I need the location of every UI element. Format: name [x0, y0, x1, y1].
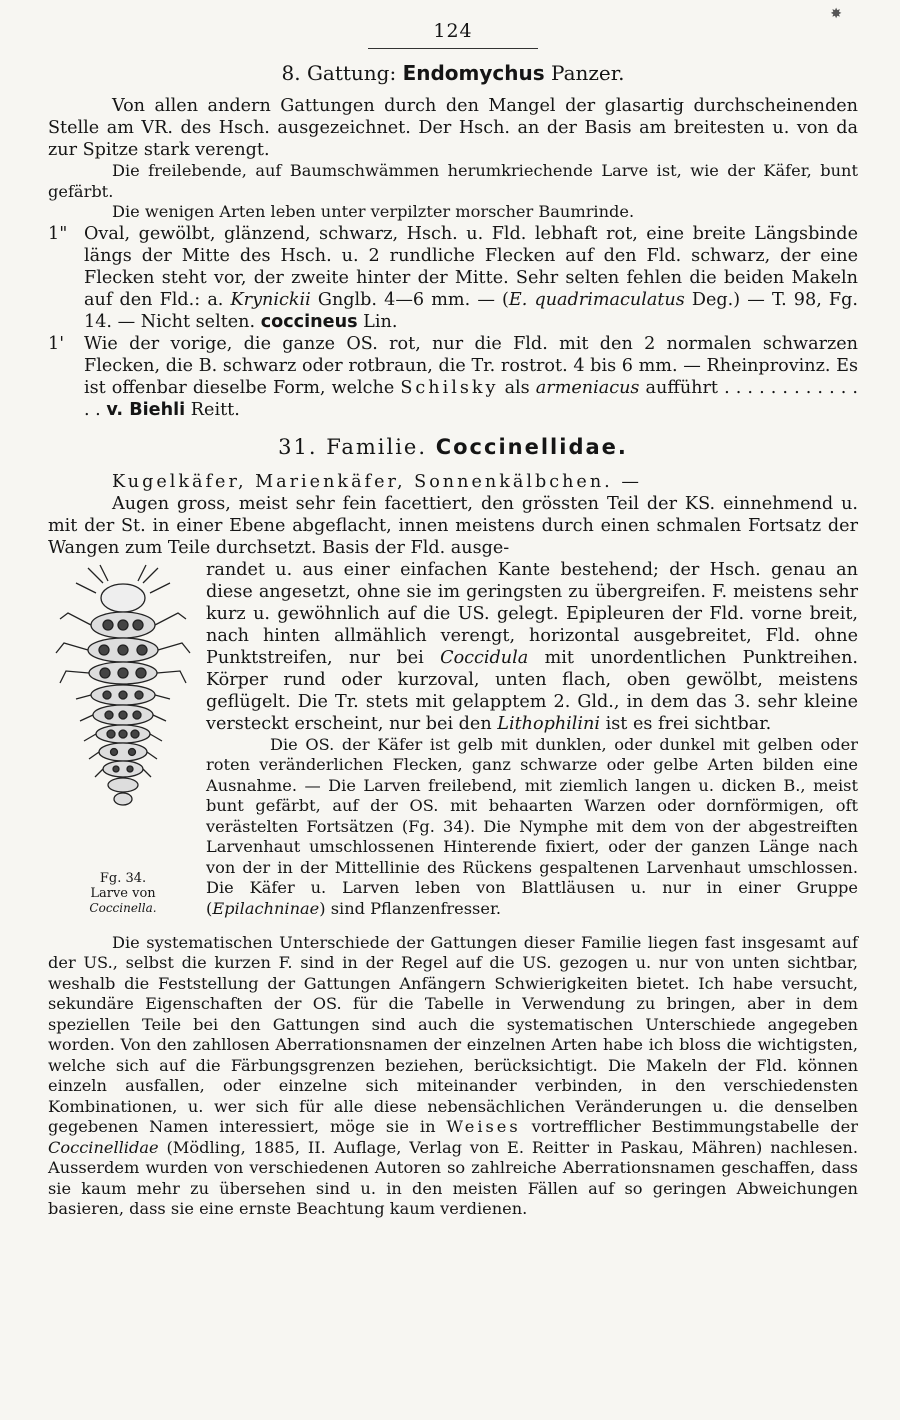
description-fig-c: ist es frei sichtbar. — [605, 713, 772, 734]
key1-text-a: Oval, gewölbt, glänzend, schwarz, Hsch. u. Fld. lebhaft rot, eine breite Längsbinde längs der Mitte des Hsch. u. 2 rundliche Flecken auf den Fld. schwarz, der eine Flecken steht vor, der zweite hinter der Mitte. Sehr selten fehlen die beiden Makeln auf den Fld.: a. — [84, 223, 858, 310]
genus-larva: Die freilebende, auf Baumschwämmen herumkriechende Larve ist, wie der Käfer, bunt gefärbt. — [48, 161, 858, 201]
systematics-paragraph — [48, 933, 858, 1220]
lithophilini-name: Lithophilini — [497, 713, 601, 734]
figure-larva — [48, 563, 198, 933]
coccinellidae-name: Coccinellidae — [48, 1137, 159, 1157]
genus-heading — [48, 61, 858, 85]
genus-intro: Von allen andern Gattungen durch den Mangel der glasartig durchscheinenden Stelle am VR. des Hsch. ausgezeichnet. Der Hsch. an der Basis am breitesten u. von da zur Spitze stark verengt. — [48, 96, 858, 160]
description-fig-a: randet u. aus einer einfachen Kante bestehend; der Hsch. genau an diese angesetzt, ohne sie im geringsten zu übergreifen. F. meistens sehr kurz u. gewöhnlich auf die US. gelegt. Epipleuren der Fld. vorne breit, nach hinten allmählich verengt, horizontal ausgebreitet, Fld. ohne Punktstreifen, nur bei — [206, 559, 858, 668]
key-entry-1 — [48, 223, 858, 333]
epilachninae-name: Epilachninae — [212, 898, 320, 918]
key1-species-author: Lin. — [363, 311, 398, 332]
key-number-1: 1" — [48, 223, 68, 244]
figure-label: Fg. 34. — [99, 870, 147, 886]
page — [48, 20, 858, 1220]
common-names: Kugelkäfer, Marienkäfer, Sonnenkälbchen. — — [112, 471, 642, 492]
key-entry-2 — [48, 333, 858, 421]
genus-author: Panzer. — [551, 61, 625, 85]
coccidula-name: Coccidula — [440, 647, 529, 668]
coloring-b: ) sind Pflanzenfresser. — [319, 898, 502, 918]
family-prefix: 31. Familie. — [278, 434, 428, 459]
systematics-c: (Mödling, 1885, II. Auflage, Verlag von E. Reitter in Paskau, Mähren) nachlesen. Ausserdem wurden von verschiedenen Autoren so zahlreiche Aberrationsnamen geschaffen, dass sie kaum mehr zu übersehen sind u. in den meisten Fällen auf so geringen Abweichungen basieren, dass sie eine ernste Beachtung kaum verdienen. — [48, 1137, 858, 1218]
key1-text-c: Deg.) — T. 98, Fg. 14. — Nicht selten. — [84, 289, 858, 332]
key2-variety: v. Biehli — [106, 399, 186, 420]
coloring-a: Die OS. der Käfer ist gelb mit dunklen, oder dunkel mit gelben oder roten veränderlichen Flecken, ganz schwarze oder gelbe Arten bilden eine Ausnahme. — Die Larven freilebend, mit ziemlich langen u. dicken B., meist bunt gefärbt, auf der OS. mit behaarten Warzen oder dornförmigen, oft verästelten Fortsätzen (Fg. 34). Die Nymphe mit dem von der abgestreiften Larvenhaut umschlossenen Hinterende fixiert, oder der ganzen Länge nach von der in der Mittellinie des Rückens gespaltenen Larvenhaut umschlossen. Die Käfer u. Larven leben von Blattläusen u. nur in einer Gruppe ( — [206, 734, 858, 918]
key2-text-a: Wie der vorige, die ganze OS. rot, nur die Fld. mit den 2 normalen schwarzen Flecken, die B. schwarz oder rotbraun, die Tr. rostrot. 4 bis 6 mm. — Rheinprovinz. Es ist offenbar dieselbe Form, welche — [84, 333, 858, 398]
key2-text-c: aufführt — [645, 377, 718, 398]
family-name: Coccinellidae. — [435, 434, 628, 459]
family-heading — [48, 435, 858, 459]
key1-synonym: E. quadrimaculatus — [508, 289, 685, 310]
corner-mark: ✸ — [830, 6, 842, 22]
genus-habitat: Die wenigen Arten leben unter verpilzter morscher Baumrinde. — [112, 202, 635, 221]
key2-variety-author: Reitt. — [190, 399, 240, 420]
key1-species: coccineus — [260, 311, 358, 332]
key1-text-b: Gnglb. 4—6 mm. — ( — [317, 289, 509, 310]
figure-taxon: Coccinella. — [89, 900, 157, 915]
systematics-a: Die systematischen Unterschiede der Gattungen dieser Familie liegen fast insgesamt auf der US., selbst die kurzen F. sind in der Regel auf die US. gezogen u. nur von unten sichtbar, weshalb die Feststellung der Gattungen Anfängern Schwierigkeiten bietet. Ich habe versucht, sekundäre Eigenschaften der OS. für die Tabelle in Verwendung zu bringen, aber in dem speziellen Teile bei den Gattungen sind auch die systematischen Unterschiede angegeben worden. Von den zahllosen Aberrationsnamen der einzelnen Arten habe ich bloss die wichtigsten, welche sich auf die Färbungsgrenzen beziehen, berücksichtigt. Die Makeln der Fld. können einzeln ausfallen, oder einzelne sich miteinander verbinden, in den verschiedensten Kombinationen, u. wer sich für alle diese nebensächlichen Veränderungen u. die denselben gegebenen Namen interessiert, möge sie in — [48, 932, 858, 1136]
systematics-b: vortrefflicher Bestimmungstabelle der — [531, 1117, 858, 1136]
genus-name: Endomychus — [402, 61, 545, 85]
description-top: Augen gross, meist sehr fein facettiert, den grössten Teil der KS. einnehmend u. mit der St. in einer Ebene abgeflacht, innen meistens durch einen schmalen Fortsatz der Wangen zum Teile durchsetzt. Basis der Fld. ausge- — [48, 493, 858, 558]
page-number: 124 — [433, 20, 473, 42]
header-rule — [368, 48, 538, 49]
genus-prefix: 8. Gattung: — [281, 61, 397, 85]
key2-schilsky: Schilsky — [400, 377, 499, 398]
key-number-2: 1' — [48, 333, 65, 354]
figure-caption-text: Larve von — [90, 885, 156, 901]
coccinella-larva-illustration — [48, 563, 198, 863]
key2-text-b: als — [504, 377, 530, 398]
key2-armeniacus: armeniacus — [535, 377, 640, 398]
key2-dots: . . . . . . . . . . . . . . — [84, 377, 859, 420]
key1-krynickii: Krynickii — [230, 289, 311, 310]
description-fig-b: mit unordentlichen Punktreihen. Körper rund oder kurzoval, unten flach, oben gewölbt, meistens geflügelt. Die Tr. stets mit gelapptem 2. Gld., in dem das 3. sehr kleine versteckt erscheint, nur bei den — [206, 647, 859, 734]
weises-name: Weises — [446, 1117, 521, 1136]
figure-caption — [48, 871, 198, 916]
